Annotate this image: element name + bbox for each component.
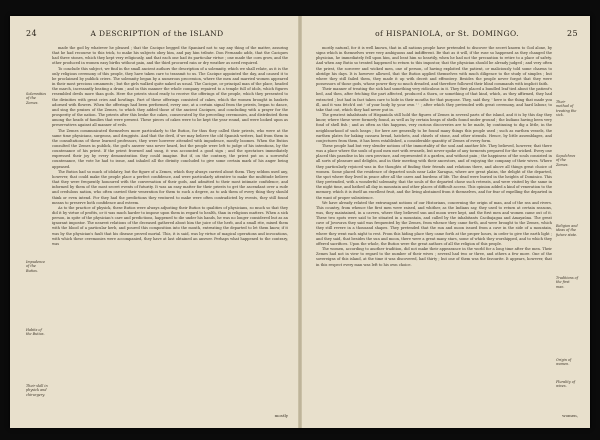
marginal-note: Origin of women. xyxy=(556,358,572,367)
paragraph: To conclude this subject, we find in the small ancient authors the description of a solemnity, which we shall relate, as it is the only religious ceremony of this people, they have taken care to transmit to us. The Cacique appointed the day, and caused it to be proclaimed by publick criers. The solemnity began by a numerous procession, where the men and married women appeared in their most precious ornaments ; but the girls walked quite naked as usual. The Cacique, or principal man of the place, headed the march, incessantly beating a drum ; and in this manner the whole company repaired to a temple full of idols, which figures resembled devils more than gods. Here the priests stood ready to receive the offerings of the people, which they presented to the divinities with great cries and howlings. Part of these offerings consisted of cakes, which the women brought in baskets adorned with flowers. When the offerings had been performed, every one, at a certain signal from the priests, began to dance, and sing the praises of the Zemes, to which they added those of the ancient Caciques, and concluding with a prayer for the prosperity of the nation. The priests after this broke the cakes, consecrated by the preceding ceremonies, and distributed them among the heads of families that were present. These pieces of cakes were to be kept the year round, and were looked upon as preservatives against all manner of evils. xyxy=(52,66,288,128)
book-gutter xyxy=(298,16,302,428)
right-page xyxy=(316,28,578,420)
body-text xyxy=(316,46,552,416)
body-text xyxy=(52,46,288,416)
paragraph: The Zemes communicated themselves more particularly to the Butios, for thus they called their priests, who were at the same time physicians, surgeons, and druggists. And that the devil, if we may believe the old Spanish writers, had from them in the consultations of these learned professors, they were however attended with impudence, mostly boomes. When the Butios consulted the Zemes in publick, the god's answer was never heard, but the people were left to judge of his intentions, by the countenance of his priest. If the priest frowned and sung, it was accounted a good sign ; and the spectators immediately expressed their joy by every demonstration they could imagine. But if, on the contrary, the priest put on a sorrowful countenance, the vote he had to issue, and inhaled all the divinity concluded to give some certain mark of his anger being appeased. xyxy=(52,128,288,169)
page-number: 24 xyxy=(26,29,37,38)
catchword: mostly xyxy=(274,413,288,418)
paragraph: As to the practice of physick, these Butios were always adjusting their Butios to qualities of physicians, so much so that they did it by virtue of profits, or it was much harder to impose upon them in regard to health, than in religious matters. When a sick person, in spite of the physician's care and predictions, happened to die under his hands, he was no longer considered but as an ignorant impostor. The nearest relations of the deceased gathered about him the juice of the herb, and a small rite, mixed them with the blood of a particular herb, and poured this composition into the mouth, entreating the departed to let them know, if it was by the physician's fault that his disease proved mortal. This, it is said, was by virtue of magical operations and invocations, with which these ceremonies were accompanied, they have at last obtained an answer. Perhaps what happened to the contrary, was xyxy=(52,205,288,246)
marginal-note: Their method of treating the sick. xyxy=(556,100,577,118)
marginal-note: Religion and ideas of the future state. xyxy=(556,224,578,237)
marginal-note: Habits of the Butios. xyxy=(26,328,45,337)
marginal-note: Traditions of the first man. xyxy=(556,276,578,289)
running-head xyxy=(316,28,578,42)
paragraph: These people had but very slender notions of the immortality of the soul and another life. They believed, however, that there was a place where the souls of good men met with rewards, but never spoke of any torments prepared for the wicked. Every one placed this paradise in his own province, and represented it a garden, and without pain ; the happiness of the souls consisted in all sorts of pleasure and delights, and in their meeting with their ancestors, and of enjoying the company of their wives. Where they particularly rejoiced was in the thoughts of finding their friends and relations there, and above all things great choice of women. Some placed the residence of departed souls near Lake Xaragua, where are great plains, the delight of the departed, the spot where they lived in peace after all the cares and burdens of life. The dead were buried in the heights of Dominico. This they pretended, with a wonderful solemnity, that the souls of the departed chose such retreats, and were visited by the same in the night time, and bathed all day in mountain and other places of difficult access. This opinion added a kind of veneration to the memory, which it is itself an excellent fruit, and the living abstained from it themselves, and for fear of expelling the departed in the want of proper subsistence. xyxy=(316,143,552,200)
paragraph: The Butios had so much of idolatry, but the figure of a Zemes, which they always carried about them. They seldom used any, however, that could make the people place a perfect confidence, and were particularly attentive to make the multitude believe that they were frequently honoured with the conversation of their gods, and admitted to their most intimate confidence, and informed by them of the most secret events of futurity. It was an easy matter for their priests to get the ascendant over a rude and credulous nation, who often carried their veneration for them to such a degree, as to ask them of every thing they should think or even intend. For they had the predictions they ventured to make were often contradicted by events, they still found means to preserve both confidence and esteem. xyxy=(52,169,288,205)
book-spread xyxy=(10,16,590,428)
paragraph: The greatest inhabitants of Hispaniola still hold the figures of Zemes in several parts of the island, and it is by this day they know, where these were formerly found, as well as by certain heaps of shells found under ground ; the Indians having been very fond of shell fish ; and as often as this happens, very curious discoveries are to be made, by continuing to dig a little, in the neighbourhood of such heaps ; for here are generally to be found many things this people used ; such as earthen vessels, the earthen plates for baking cassava bread, hatchets, and chisels of stone, and other utensils. Hence, by little assemblages, and conjectures from them, it has been established, a considerable quantity of Zemes of every form. xyxy=(316,113,552,143)
paragraph: The women, according to another tradition, did not make their appearance in the world for a long time after the men. Their Zemes had not in view to regard to the number of their wives ; several had two or three, and others a few more. One of the sovereigns of this island, at the time it was discovered, had thirty ; but one of them was the favourite. It appears, however, that in this respect every man was left to his own choice. xyxy=(316,247,552,267)
marginal-note: Impudence of the Butios. xyxy=(26,260,46,273)
marginal-note: Solemnities of the Zemes. xyxy=(26,92,47,105)
running-head xyxy=(26,28,288,42)
paragraph: Their manner of treating the sick had something very ridiculous in it. They first placed a bundled leaf tied about the patient's bed, and then, after fetching the part affected, produced a thorn, or something of that kind, which, as they affirmed, they had extracted ; but had in fact taken care to hide in their mouths for that purpose. They, said they, ' here is the thing that made you ill, and it was fetch'd out ' of your body by your own ' ' ; after which they pretended with great ceremony, and hard labour, to take that out, which they had never put in. xyxy=(316,87,552,112)
marginal-note: Sepulchres of the Zemes. xyxy=(556,154,576,167)
page-title: A DESCRIPTION of the ISLAND xyxy=(90,29,224,38)
catchword: women, xyxy=(562,413,578,418)
page-title: of HISPANIOLA, or St. DOMINGO. xyxy=(375,29,519,38)
left-page xyxy=(26,28,288,420)
page-number: 25 xyxy=(567,29,578,38)
marginal-note: Their skill in physick and chirurgery. xyxy=(26,384,48,397)
marginal-note: Plurality of wives. xyxy=(556,380,576,389)
paragraph: mostly natural, for it is well known, that in all nations people have pretended to discover the secret known to God alone, by signs which in themselves were very ambiguous and indifferent. Be that as it will, if the ruse so happened as they changed the physician, he immediately fell upon him, and beat him so heartily, when he had not the precaution to retire to a place of safety. And when any Butio so treated happened to return to this impostor, that the physician should be already judged ; and very often the priest, the sorcerer and wicked men, one of person, of having exploited the patient, or maliciously told some charms to abridge his days. It is however allowed, that the Butios applied themselves with much diligence to the study of simples ; but where they still failed them, they made it up with deceit and effrontery. Besides the people never forgot that they were possessors of those gods, whose power they so much dreaded, and therefore followed their blind commands with implicit faith. xyxy=(316,46,552,87)
paragraph: made the god by whatever he pleased ; that the Cacique begged the Spaniard not to say any thing of the matter, assuring that he had recourse to this trick, to make his subjects obey him, and pay him tribute. Don Fernando adds, that the Caciques had three stones, which they kept very religiously, and that each one had its particular virtue ; one made the corn grow, and the other produced in women easy births without pain, and the third procured rain or dry weather as need required. xyxy=(52,46,288,66)
paragraph: We have already related the extravagant notions of our Historians, concerning the origin of man, and of the sea and rivers. This country, from whence the first men were raised, and whither, as the Indians say, they used to return at certain seasons, was, they maintained, in a cavern, where they believed sun and moon were kept, and the first men and women came out of it. These two spots were said to be situated in a mountain, and called by the inhabitants Cacibajagua and Amayaúna. The great cave of Jovovava they said was frequented by the Zemes, from whence they came forth, and were brought to the Zemes, which they still revere in a thousand shapes. They pretended that the sun and moon issued from a cave in the side of a mountain, where they went each night to rest. From this hiding place they came forth at the proper hours, in order to give the earth light ; and they said, that besides the sun and moon, there were a great many stars, some of which they worshipped, and to which they offered sacrifices. Upon the whole, the Butios were the great authors of all the religion of this people. xyxy=(316,200,552,246)
